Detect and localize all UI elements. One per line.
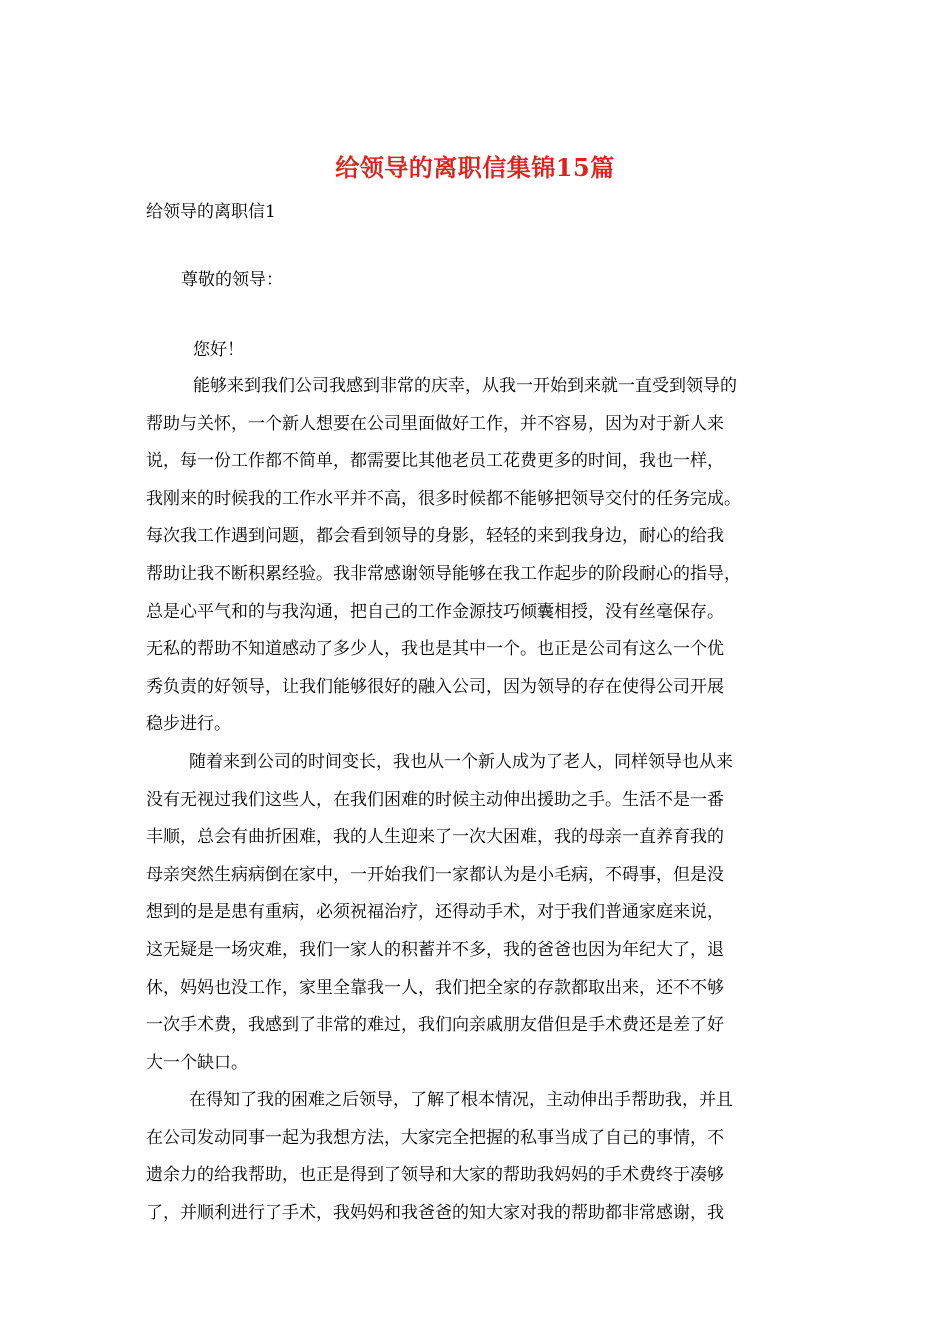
paragraph-line: 了，并顺利进行了手术，我妈妈和我爸爸的知大家对我的帮助都非常感谢，我 (146, 1203, 724, 1224)
paragraph-1 (146, 368, 812, 744)
document-title: 给领导的离职信集锦15篇 (335, 153, 615, 182)
paragraph-line: 丰顺，总会有曲折困难，我的人生迎来了一次大困难，我的母亲一直养育我的 (146, 827, 724, 848)
paragraph-line: 大一个缺口。 (146, 1052, 248, 1073)
paragraph-2 (146, 744, 812, 1082)
paragraph-line: 无私的帮助不知道感动了多少人，我也是其中一个。也正是公司有这么一个优 (146, 639, 724, 660)
paragraph-line: 总是心平气和的与我沟通，把自己的工作金源技巧倾囊相授，没有丝毫保存。 (146, 601, 724, 622)
salutation: 尊敬的领导： (181, 270, 283, 290)
paragraph-line: 帮助与关怀，一个新人想要在公司里面做好工作，并不容易，因为对于新人来 (146, 413, 724, 434)
letter-heading: 给领导的离职信1 (146, 202, 276, 222)
letter-body (146, 368, 812, 1233)
paragraph-line: 母亲突然生病病倒在家中，一开始我们一家都认为是小毛病，不碍事，但是没 (146, 864, 724, 885)
paragraph-line: 遗余力的给我帮助，也正是得到了领导和大家的帮助我妈妈的手术费终于凑够 (146, 1165, 724, 1186)
paragraph-line: 秀负责的好领导，让我们能够很好的融入公司，因为领导的存在使得公司开展 (146, 676, 724, 697)
paragraph-line: 稳步进行。 (146, 714, 231, 735)
paragraph-3 (146, 1082, 812, 1232)
paragraph-line: 没有无视过我们这些人，在我们困难的时候主动伸出援助之手。生活不是一番 (146, 789, 724, 810)
paragraph-line: 每次我工作遇到问题，都会看到领导的身影，轻轻的来到我身边，耐心的给我 (146, 526, 724, 547)
paragraph-line: 在公司发动同事一起为我想方法，大家完全把握的私事当成了自己的事情，不 (146, 1127, 724, 1148)
paragraph-line: 帮助让我不断积累经验。我非常感谢领导能够在我工作起步的阶段耐心的指导， (146, 563, 741, 584)
paragraph-line: 想到的是是患有重病，必须祝福治疗，还得动手术，对于我们普通家庭来说， (146, 902, 724, 923)
paragraph-line: 休，妈妈也没工作，家里全靠我一人，我们把全家的存款都取出来，还不不够 (146, 977, 724, 998)
greeting: 您好！ (193, 340, 244, 360)
paragraph-line: 我刚来的时候我的工作水平并不高，很多时候都不能够把领导交付的任务完成。 (146, 488, 741, 509)
paragraph-line: 这无疑是一场灾难，我们一家人的积蓄并不多，我的爸爸也因为年纪大了，退 (146, 939, 724, 960)
paragraph-line: 随着来到公司的时间变长，我也从一个新人成为了老人，同样领导也从来 (189, 751, 733, 772)
paragraph-line: 在得知了我的困难之后领导，了解了根本情况，主动伸出手帮助我，并且 (189, 1090, 733, 1111)
paragraph-line: 说，每一份工作都不简单，都需要比其他老员工花费更多的时间，我也一样， (146, 451, 724, 472)
paragraph-line: 能够来到我们公司我感到非常的庆幸，从我一开始到来就一直受到领导的 (193, 376, 737, 396)
paragraph-line: 一次手术费，我感到了非常的难过，我们向亲戚朋友借但是手术费还是差了好 (146, 1015, 724, 1036)
